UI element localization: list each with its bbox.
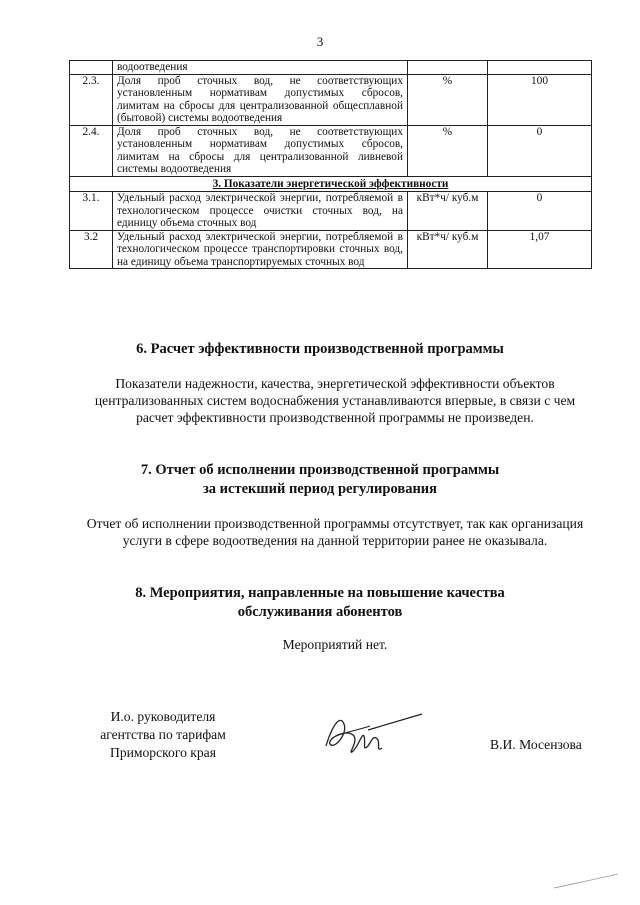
- signer-name: В.И. Мосензова: [490, 737, 582, 752]
- signer-position-line3: Приморского края: [110, 745, 216, 760]
- row-description: Доля проб сточных вод, не соответствующих установленным нормативам допустимых сбросов, лимитам на сбросы для централизованной ливневой системы водоотведения: [113, 125, 408, 176]
- row-unit: кВт*ч/ куб.м: [408, 230, 488, 269]
- section6-title: 6. Расчет эффективности производственной программы: [136, 341, 504, 357]
- margin-mark: [552, 872, 622, 897]
- section7-text: Отчет об исполнении производственной программы отсутствует, так как организация услуги в сфере водоотведения на данной территории ранее не оказывала.: [86, 516, 584, 548]
- row-number: 2.3.: [70, 74, 113, 125]
- section6-text: Показатели надежности, качества, энергетической эффективности объектов централизованных систем водоснабжения устанавливаются впервые, в связи с чем расчет эффективности производственной программы не произведен.: [94, 376, 576, 425]
- row-unit: кВт*ч/ куб.м: [408, 192, 488, 231]
- section8-title-line2: обслуживания абонентов: [237, 604, 403, 620]
- row-number: 3.2: [70, 230, 113, 269]
- section-title: 3. Показатели энергетической эффективности: [70, 176, 592, 192]
- page-number: 3: [316, 34, 324, 49]
- row-unit: %: [408, 125, 488, 176]
- section8-text: Мероприятий нет.: [282, 637, 388, 652]
- row-number: 3.1.: [70, 192, 113, 231]
- row-value: 0: [488, 125, 592, 176]
- section7-title-line2: за истекший период регулирования: [202, 481, 438, 497]
- row-unit: [408, 61, 488, 75]
- row-description: Удельный расход электрической энергии, потребляемой в технологическом процессе транспортировки сточных вод, на единицу объема транспортируемых сточных вод: [113, 230, 408, 269]
- row-value: 1,07: [488, 230, 592, 269]
- indicators-table: [69, 60, 592, 269]
- signer-position: [78, 708, 248, 762]
- table-row: [70, 230, 592, 269]
- row-unit: %: [408, 74, 488, 125]
- row-number: 2.4.: [70, 125, 113, 176]
- section8-title-line1: 8. Мероприятия, направленные на повышение качества: [135, 585, 505, 601]
- table-row: [70, 74, 592, 125]
- row-value: 100: [488, 74, 592, 125]
- row-description: водоотведения: [113, 61, 408, 75]
- section7-title-line1: 7. Отчет об исполнении производственной программы: [140, 462, 500, 478]
- signer-position-line2: агентства по тарифам: [100, 727, 226, 742]
- row-value: [488, 61, 592, 75]
- table-row: [70, 61, 592, 75]
- table-section-row: [70, 176, 592, 192]
- row-number: [70, 61, 113, 75]
- row-description: Доля проб сточных вод, не соответствующих установленным нормативам допустимых сбросов, лимитам на сбросы для централизованной общесплавной (бытовой) системы водоотведения: [113, 74, 408, 125]
- table-row: [70, 125, 592, 176]
- table-row: [70, 192, 592, 231]
- row-description: Удельный расход электрической энергии, потребляемой в технологическом процессе очистки сточных вод, на единицу объема сточных вод: [113, 192, 408, 231]
- signer-position-line1: И.о. руководителя: [110, 709, 216, 724]
- row-value: 0: [488, 192, 592, 231]
- handwritten-signature: [318, 706, 428, 771]
